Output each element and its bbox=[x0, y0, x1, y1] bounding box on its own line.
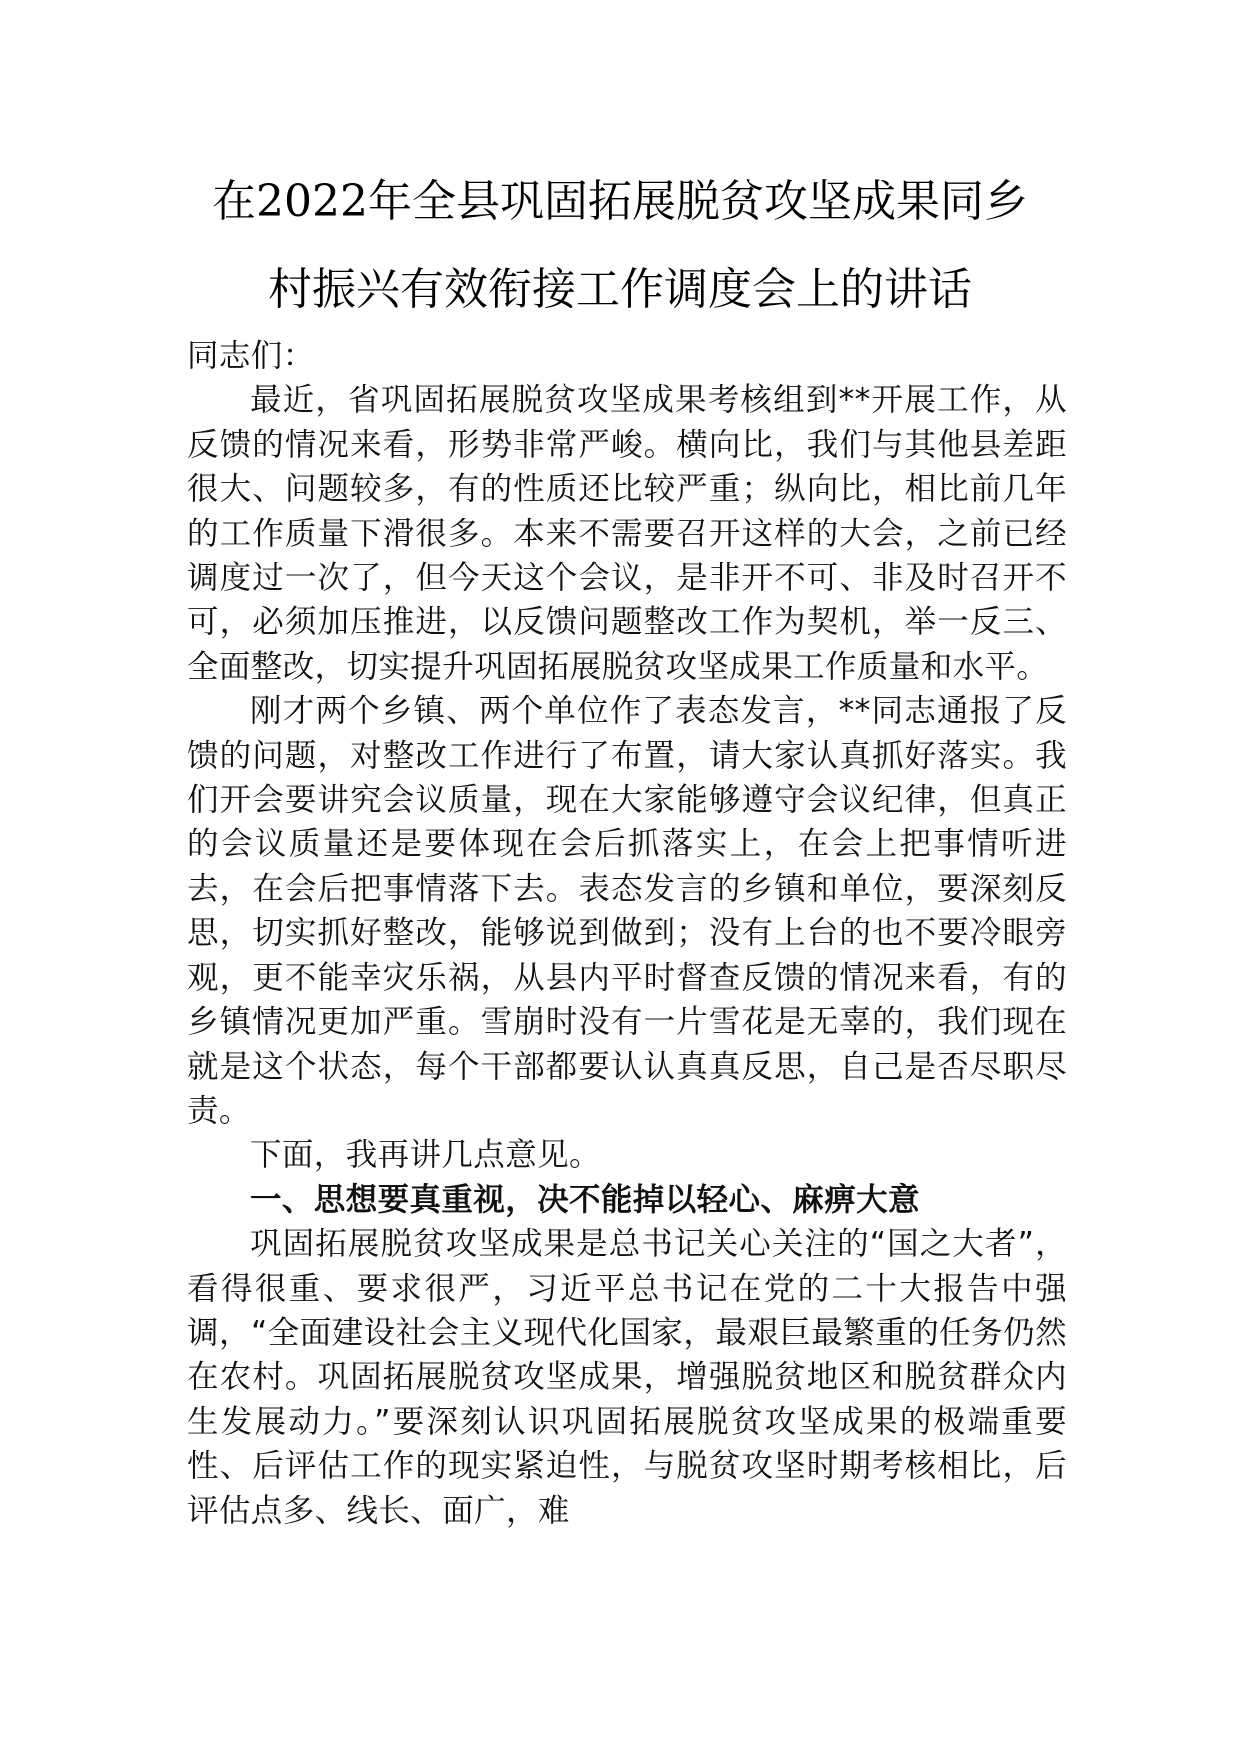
document-title-line-2: 村振兴有效衔接工作调度会上的讲话 bbox=[268, 264, 972, 315]
paragraph: 刚才两个乡镇、两个单位作了表态发言，**同志通报了反馈的问题，对整改工作进行了布置，请大家认真抓好落实。我们开会要讲究会议质量，现在大家能够遵守会议纪律，但真正的会议质量还是要体现在会后抓落实上，在会上把事情听进去，在会后把事情落下去。表态发言的乡镇和单位，要深刻反思，切实抓好整改，能够说到做到；没有上台的也不要冷眼旁观，更不能幸灾乐祸，从县内平时督查反馈的情况来看，有的乡镇情况更加严重。雪崩时没有一片雪花是无辜的，我们现在就是这个状态，每个干部都要认认真真反思，自己是否尽职尽责。 bbox=[187, 693, 1067, 1129]
paragraph: 巩固拓展脱贫攻坚成果是总书记关心关注的“国之大者”，看得很重、要求很严，习近平总书记在党的二十大报告中强调，“全面建设社会主义现代化国家，最艰巨最繁重的任务仍然在农村。巩固拓展脱贫攻坚成果，增强脱贫地区和脱贫群众内生发展动力。”要深刻认识巩固拓展脱贫攻坚成果的极端重要性、后评估工作的现实紧迫性，与脱贫攻坚时期考核相比，后评估点多、线长、面广，难 bbox=[187, 1226, 1067, 1529]
document-title-line-1: 在2022年全县巩固拓展脱贫攻坚成果同乡 bbox=[212, 176, 1028, 227]
salutation: 同志们： bbox=[187, 338, 315, 374]
document-body bbox=[187, 334, 1067, 1533]
section-heading: 一、思想要真重视，决不能掉以轻心、麻痹大意 bbox=[250, 1181, 920, 1218]
paragraph: 最近，省巩固拓展脱贫攻坚成果考核组到**开展工作，从反馈的情况来看，形势非常严峻。横向比，我们与其他县差距很大、问题较多，有的性质还比较严重；纵向比，相比前几年的工作质量下滑很多。本来不需要召开这样的大会，之前已经调度过一次了，但今天这个会议，是非开不可、非及时召开不可，必须加压推进，以反馈问题整改工作为契机，举一反三、全面整改，切实提升巩固拓展脱贫攻坚成果工作质量和水平。 bbox=[187, 382, 1067, 685]
paragraph: 下面，我再讲几点意见。 bbox=[250, 1137, 601, 1174]
